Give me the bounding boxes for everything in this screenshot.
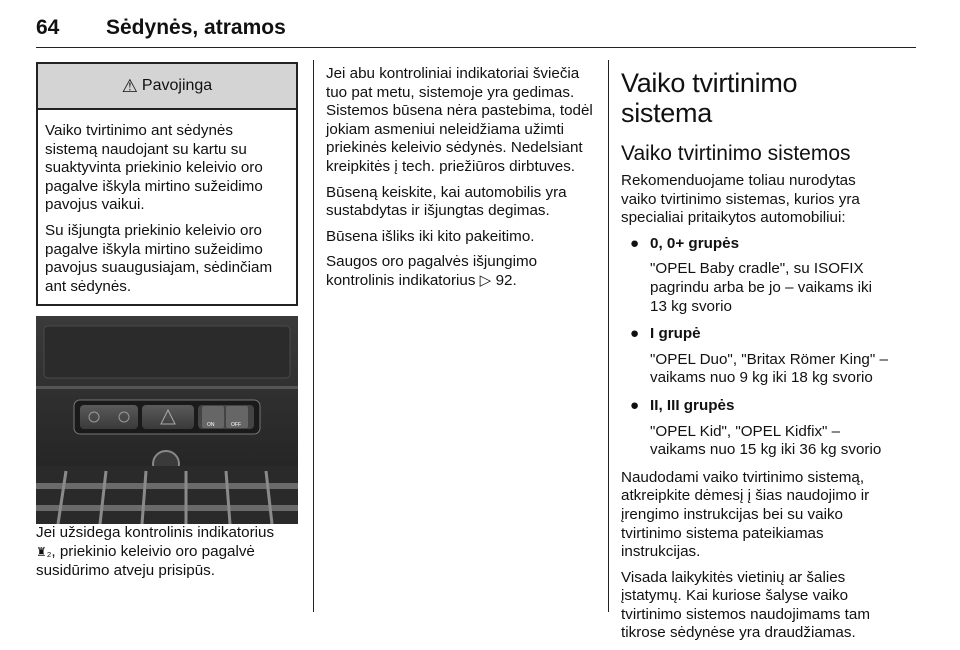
- body-paragraph: Būsena išliks iki kito pakeitimo.: [326, 227, 535, 245]
- page-reference[interactable]: 92.: [495, 271, 517, 289]
- page-number: 64: [36, 16, 60, 39]
- warning-paragraph: Vaiko tvirtinimo ant sėdynės sistemą naudojant su kartu su suaktyvinta priekinio keleivio oro pagalve iškyla mirtino sužeidimo pavojus vaikui.: [45, 122, 263, 214]
- body-text: Saugos oro pagalvės išjungimo kontrolinis indikatorius: [326, 253, 538, 289]
- dashboard-illustration: [36, 316, 298, 524]
- caption-text: Jei užsidega kontrolinis indikatorius: [36, 524, 275, 542]
- chapter-heading: Vaiko tvirtinimo sistema: [621, 68, 798, 128]
- header-rule: [36, 47, 916, 48]
- warning-box: [36, 62, 298, 306]
- caption-text: , priekinio keleivio oro pagalvė susidūrimo atveju prisipūs.: [36, 542, 255, 579]
- seat-group-list: [621, 235, 889, 460]
- group-description: "OPEL Kid", "OPEL Kidfix" – vaikams nuo 15 kg iki 36 kg svorio: [650, 422, 882, 459]
- list-item: [621, 397, 889, 460]
- section-heading: Vaiko tvirtinimo sistemos: [621, 142, 851, 165]
- column-divider: [608, 60, 609, 612]
- page-header: [36, 12, 916, 42]
- intro-paragraph: Rekomenduojame toliau nurodytas vaiko tvirtinimo sistemas, kurios yra specialiai pritaikytos automobiliui:: [621, 172, 860, 227]
- airbag-passenger-icon: ♜₂: [36, 544, 52, 559]
- list-item: [621, 235, 889, 316]
- group-description: "OPEL Duo", "Britax Römer King" – vaikams nuo 9 kg iki 18 kg svorio: [650, 350, 888, 387]
- group-label: I grupė: [650, 325, 701, 343]
- warning-body: [38, 110, 296, 304]
- body-paragraph: Visada laikykitės vietinių ar šalies įstatymų. Kai kuriose šalyse vaiko tvirtinimo sistemos naudojimams tam tikrose sėdynėse yra draudžiamas.: [621, 568, 870, 642]
- photo-caption: [36, 524, 298, 580]
- bullet: ●: [630, 325, 640, 343]
- warning-header: [38, 64, 296, 110]
- section-title: Sėdynės, atramos: [106, 16, 286, 39]
- group-label: 0, 0+ grupės: [650, 234, 740, 252]
- warning-triangle-icon: ⚠: [121, 75, 138, 96]
- group-description: "OPEL Baby cradle", su ISOFIX pagrindu arba be jo – vaikams iki 13 kg svorio: [650, 260, 873, 315]
- column-middle: [326, 65, 596, 298]
- body-paragraph: Naudodami vaiko tvirtinimo sistemą, atkreipkite dėmesį į šias naudojimo ir įrengimo instrukcijas bei su vaiko tvirtinimo sistema pateikiamas instrukcijas.: [621, 468, 870, 561]
- bullet: ●: [630, 396, 640, 414]
- body-paragraph: Jei abu kontroliniai indikatoriai šviečia tuo pat metu, sistemoje yra gedimas. Sistemos būsena nėra pastebima, todėl jokiam asmeniui neleidžiama užimti priekinės keleivio sėdynės. Nedelsiant kreipkitės į tech. priežiūros dirbtuves.: [326, 65, 593, 175]
- list-item: [621, 325, 889, 388]
- body-paragraph: [326, 253, 596, 290]
- indicator-off-label: OFF: [231, 422, 241, 429]
- indicator-on-label: ON: [207, 422, 215, 429]
- body-paragraph: Būseną keiskite, kai automobilis yra sustabdytas ir išjungtas degimas.: [326, 183, 567, 220]
- column-divider: [313, 60, 314, 612]
- dashboard-photo: [36, 316, 298, 524]
- column-right: [621, 64, 889, 650]
- group-label: II, III grupės: [650, 396, 735, 414]
- page-reference-icon: ▷: [479, 271, 492, 289]
- warning-paragraph: Su išjungta priekinio keleivio oro pagalve iškyla mirtino sužeidimo pavojus suaugusiajam, sėdinčiam ant sėdynės.: [45, 221, 273, 295]
- warning-title: Pavojinga: [141, 76, 213, 94]
- bullet: ●: [630, 234, 640, 252]
- column-left: [36, 62, 298, 587]
